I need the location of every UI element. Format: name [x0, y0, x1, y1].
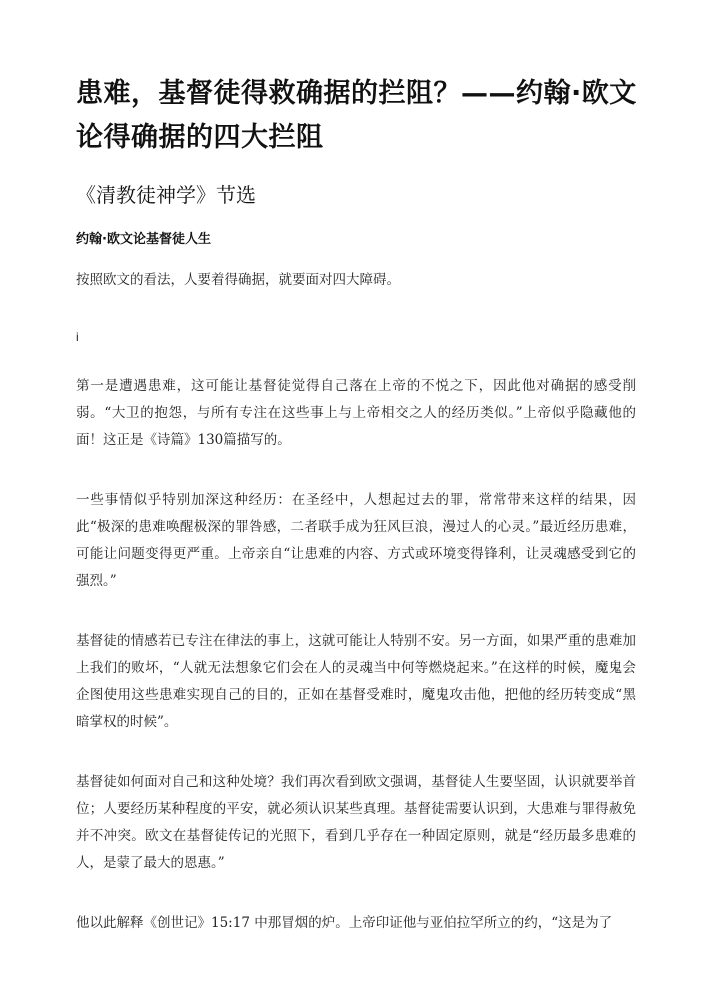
section-heading: 约翰·欧文论基督徒人生	[76, 232, 211, 247]
page-subtitle: 《清教徒神学》节选	[76, 183, 256, 207]
body-paragraph-1: 第一是遭遇患难，这可能让基督徒觉得自己落在上帝的不悦之下，因此他对确据的感受削弱。“大卫的抱怨，与所有专注在这些事上与上帝相交之人的经历类似。”上帝似乎隐藏他的面！这正是《诗篇》130篇描写的。	[76, 378, 636, 448]
body-paragraph-4: 基督徒如何面对自己和这种处境？我们再次看到欧文强调，基督徒人生要坚固，认识就要举首位；人要经历某种程度的平安，就必须认识某些真理。基督徒需要认识到，大患难与罪得赦免并不冲突。欧文在基督徒传记的光照下，看到几乎存在一种固定原则，就是“经历最多患难的人，是蒙了最大的恩惠。”	[76, 774, 636, 871]
intro-paragraph: 按照欧文的看法，人要着得确据，就要面对四大障碍。	[76, 272, 400, 288]
page-title: 患难，基督徒得救确据的拦阻？——约翰·欧文论得确据的四大拦阻	[76, 78, 637, 153]
footnote-marker: i	[76, 330, 79, 344]
body-paragraph-2: 一些事情似乎特别加深这种经历：在圣经中，人想起过去的罪，常常带来这样的结果，因此“极深的患难唤醒极深的罪咎感，二者联手成为狂风巨浪，漫过人的心灵。”最近经历患难，可能让问题变得更严重。上帝亲自“让患难的内容、方式或环境变得锋利，让灵魂感受到它的强烈。”	[76, 492, 636, 589]
body-paragraph-5: 他以此解释《创世记》15:17 中那冒烟的炉。上帝印证他与亚伯拉罕所立的约，“这是为了	[76, 915, 613, 931]
body-paragraph-3: 基督徒的情感若已专注在律法的事上，这就可能让人特别不安。另一方面，如果严重的患难加上我们的败坏，“人就无法想象它们会在人的灵魂当中何等燃烧起来。”在这样的时候，魔鬼会企图使用这些患难实现自己的目的，正如在基督受难时，魔鬼攻击他，把他的经历转变成“黑暗掌权的时候”。	[76, 633, 636, 730]
